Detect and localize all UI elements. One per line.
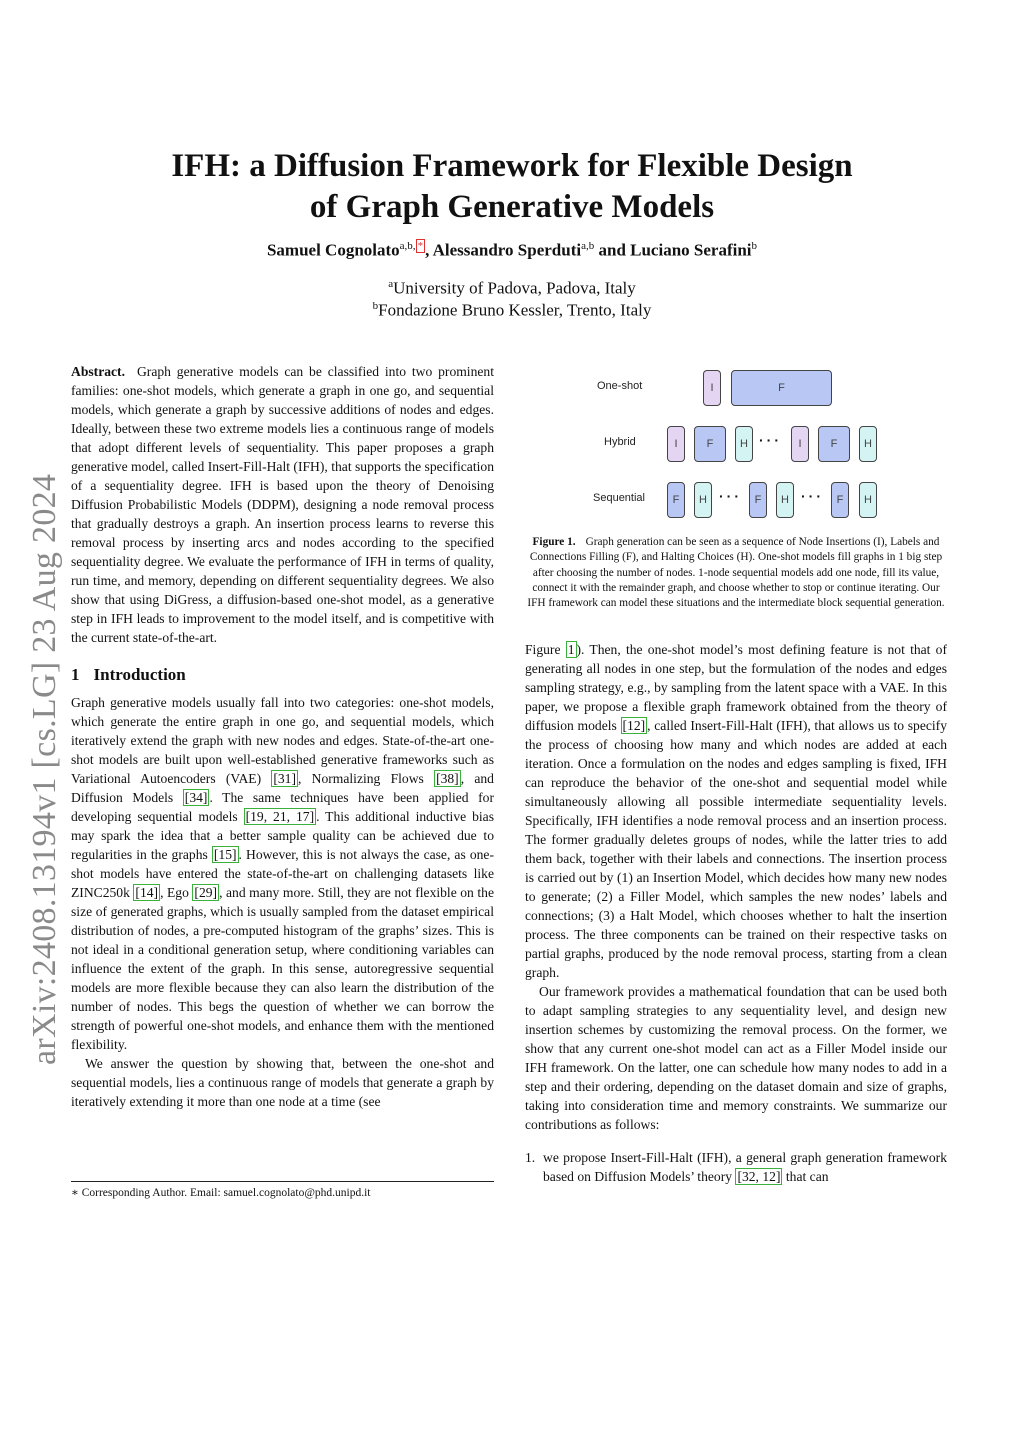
halt-block: H bbox=[859, 482, 877, 518]
author-3: and Luciano Serafini bbox=[594, 240, 752, 260]
intro-paragraph-1 bbox=[71, 693, 494, 1054]
abstract bbox=[71, 362, 494, 647]
author-1-affil: a,b, bbox=[399, 240, 416, 252]
caption-text: Graph generation can be seen as a sequence of Node Insertions (I), Labels and Connections Filling (F), and Halting Choices (H). One-shot models fill graphs in 1 big step after choosing the number of nodes. 1-node sequential models add one node, fill its value, connect it with the remainder graph, and choose whether to stop or continue iterating. Our IFH framework can model these situations and the intermediate block sequential generation. bbox=[527, 536, 945, 610]
citation-link[interactable]: [29] bbox=[194, 885, 218, 900]
section-title: Introduction bbox=[93, 665, 186, 684]
fill-block: F bbox=[694, 426, 726, 462]
insert-block: I bbox=[791, 426, 809, 462]
citation-link[interactable]: [34] bbox=[184, 790, 208, 805]
fill-block: F bbox=[667, 482, 685, 518]
ellipsis: ··· bbox=[801, 488, 824, 504]
section-heading-introduction bbox=[71, 665, 494, 684]
title-line-1: IFH: a Diffusion Framework for Flexible Design bbox=[171, 148, 853, 184]
right-paragraph-1 bbox=[525, 640, 947, 982]
halt-block: H bbox=[776, 482, 794, 518]
footnote: ∗ Corresponding Author. Email: samuel.cognolato@phd.unipd.it bbox=[71, 1187, 371, 1199]
text-run: . The same techniques have been applied for developing sequential models bbox=[71, 790, 495, 824]
list-item bbox=[525, 1148, 947, 1186]
intro-paragraph-2: We answer the question by showing that, between the one-shot and sequential models, lies a continuous range of models that generate a graph by iteratively extending it more than one node at a time (see bbox=[71, 1056, 494, 1109]
fill-block: F bbox=[818, 426, 850, 462]
citation-link[interactable]: [15] bbox=[213, 847, 237, 862]
affiliation-b-sup: b bbox=[372, 300, 379, 312]
citation-link[interactable]: [14] bbox=[135, 885, 159, 900]
row-label-one-shot: One-shot bbox=[597, 380, 643, 392]
figure-1-caption bbox=[526, 535, 946, 611]
ellipsis: ··· bbox=[719, 488, 742, 504]
text-run: , and Diffusion Models bbox=[71, 771, 494, 805]
insert-block: I bbox=[667, 426, 685, 462]
halt-block: H bbox=[694, 482, 712, 518]
affiliation-b bbox=[60, 300, 964, 321]
row-label-hybrid: Hybrid bbox=[604, 436, 636, 448]
halt-block: H bbox=[859, 426, 877, 462]
fill-block: F bbox=[731, 370, 832, 406]
text-run: . This additional inductive bias may spark the idea that a better sample quality can be achieved due to regularities in the graphs bbox=[71, 809, 494, 862]
text-run: that can bbox=[782, 1169, 829, 1184]
right-paragraph-2: Our framework provides a mathematical foundation that can be used both to adapt sampling strategies to any sequentiality level, and design new insertion schemes by customizing the removal process. On the former, we show that any current one-shot model can act as a Filler Model inside our IFH framework. On the latter, one can schedule how many nodes to add in a step and their ordering, depending on the dataset domain and size of graphs, taking into consideration time and memory constraints. We summarize our contributions as follows: bbox=[525, 984, 947, 1132]
author-2-affil: a,b bbox=[581, 240, 595, 252]
fill-block: F bbox=[831, 482, 849, 518]
author-1: Samuel Cognolato bbox=[266, 240, 400, 260]
abstract-label: Abstract. bbox=[71, 364, 125, 379]
citation-link[interactable]: [19, 21, 17] bbox=[245, 809, 315, 824]
affiliation-a-sup: a bbox=[388, 278, 394, 290]
text-run: , called Insert-Fill-Halt (IFH), that allows us to specify the process of choosing how many and which nodes are added at each iteration. Once a formulation on the nodes and edges sampling is fixed, IFH can reproduce the behavior of the one-shot and sequential model while simultaneously allowing all possible intermediate sequentiality levels. Specifically, IFH identifies a node removal process and an insertion process. The former gradually deletes groups of nodes, while the latter tries to add them back, together with their labels and connections. The insertion process is carried out by (1) an Insertion Model, which decides how many new nodes to generate; (2) a Filler Model, which samples the new nodes’ labels and connections; (3) a Halt Model, which chooses whether to halt the insertion process. The three components can be trained on their respective tasks on partial graphs, produced by the node removal process, starting from a clean graph. bbox=[525, 718, 948, 980]
text-run: Figure bbox=[525, 642, 566, 657]
footnote-rule bbox=[71, 1181, 494, 1182]
author-2: , Alessandro Sperduti bbox=[425, 240, 582, 260]
section-number: 1 bbox=[71, 665, 80, 684]
figure-1-diagram bbox=[565, 360, 905, 530]
abstract-text: Graph generative models can be classified into two prominent families: one-shot models, which generate a graph in one go, and sequential models, which generate a graph by successive additions of nodes and edges. Ideally, between these two extreme models lies a continuous range of models that adopt different levels of sequentiality. This paper proposes a graph generative model, called Insert-Fill-Halt (IFH), that supports the specification of a sequentiality degree. IFH is based upon the theory of Denoising Diffusion Probabilistic Models (DDPM), designing a node removal process that gradually destroys a graph. An insertion process learns to reverse this removal process by inserting arcs and nodes according to the specified sequentiality degree. We evaluate the performance of IFH in terms of quality, run time, and memory, depending on different sequentiality degrees. We also show that using DiGress, a diffusion-based one-shot model, as a generative step in IFH leads to improvement to the model itself, and is competitive with the current state-of-the-art. bbox=[71, 364, 494, 645]
text-run: Graph generative models usually fall into two categories: one-shot models, which generate the entire graph in one go, and sequential models, which iteratively extend the graph with new nodes and edges. State-of-the-art one-shot models are built upon well-established generative frameworks such as Variational Autoencoders (VAE) bbox=[71, 695, 494, 786]
halt-block: H bbox=[735, 426, 753, 462]
insert-block: I bbox=[703, 370, 721, 406]
contributions-list bbox=[525, 1148, 947, 1186]
list-text bbox=[543, 1148, 947, 1186]
ellipsis: ··· bbox=[759, 432, 782, 448]
arxiv-stamp: arXiv:2408.13194v1 [cs.LG] 23 Aug 2024 bbox=[26, 473, 63, 1065]
affiliation-a bbox=[60, 278, 964, 299]
figure-ref-link[interactable]: 1 bbox=[567, 642, 575, 657]
text-run: we propose Insert-Fill-Halt (IFH), a general graph generation framework based on Diffusion Models’ theory bbox=[543, 1150, 947, 1184]
caption-label: Figure 1. bbox=[532, 536, 576, 548]
text-run: , Normalizing Flows bbox=[298, 771, 435, 786]
list-number: 1. bbox=[525, 1150, 536, 1165]
citation-link[interactable]: [32, 12] bbox=[737, 1169, 781, 1184]
affiliation-b-text: Fondazione Bruno Kessler, Trento, Italy bbox=[378, 300, 652, 320]
citation-link[interactable]: [38] bbox=[436, 771, 459, 786]
affiliation-a-text: University of Padova, Padova, Italy bbox=[393, 278, 636, 298]
citation-link[interactable]: [31] bbox=[273, 771, 296, 786]
citation-link[interactable]: [12] bbox=[622, 718, 646, 733]
text-run: ). Then, the one-shot model’s most defining feature is not that of generating all nodes in one step, but the formulation of the nodes and edges sampling strategy, e.g., by sampling from the latent space with a VAE. In this paper, we propose a flexible graph framework obtained from the theory of diffusion models bbox=[525, 642, 947, 733]
text-run: , Ego bbox=[160, 885, 193, 900]
author-3-affil: b bbox=[751, 240, 758, 252]
fill-block: F bbox=[749, 482, 767, 518]
corresponding-mark[interactable]: * bbox=[417, 240, 424, 252]
author-list bbox=[60, 240, 964, 261]
right-column bbox=[525, 640, 947, 1186]
title-line-2: of Graph Generative Models bbox=[309, 189, 715, 225]
text-run: , and many more. Still, they are not flexible on the size of generated graphs, which is usually sampled from the dataset empirical distribution of nodes, a pre-computed histogram of the graphs’ sizes. This is not ideal in a conditional generation setup, where conditioning variables can influence the extent of the graph. In this sense, autoregressive sequential models are more flexible because they can also learn the distribution of the number of nodes. This begs the question of whether we can borrow the strength of powerful one-shot models, and enhance them with the mentioned flexibility. bbox=[71, 885, 494, 1052]
row-label-sequential: Sequential bbox=[593, 492, 645, 504]
left-column bbox=[71, 362, 494, 1111]
paper-title bbox=[100, 146, 924, 228]
text-run: . However, this is not always the case, as one-shot models have entered the state-of-the-art on challenging datasets like ZINC250k bbox=[71, 847, 494, 900]
